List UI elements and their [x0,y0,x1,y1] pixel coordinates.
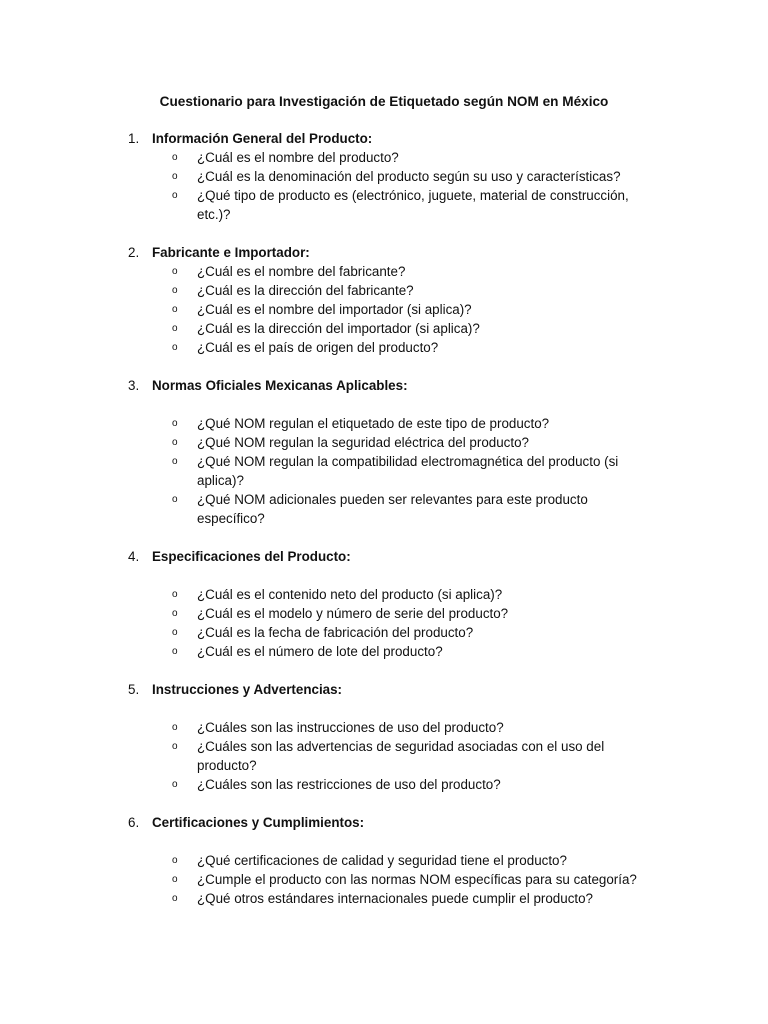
question-item [0,414,652,433]
hollow-bullet-icon: o [172,608,178,619]
question-text: ¿Cuál es la dirección del fabricante? [197,283,414,298]
question-list [0,262,768,357]
section-number: 6. [128,815,140,830]
section-heading [0,129,768,148]
hollow-bullet-icon: o [172,171,178,182]
hollow-bullet-icon: o [172,285,178,296]
question-item [0,889,652,908]
hollow-bullet-icon: o [172,893,178,904]
hollow-bullet-icon: o [172,304,178,315]
question-list [0,148,768,224]
section-heading [0,813,768,832]
question-list [0,585,768,661]
hollow-bullet-icon: o [172,190,178,201]
question-item [0,300,652,319]
hollow-bullet-icon: o [172,722,178,733]
question-item [0,319,652,338]
question-item [0,186,652,224]
question-text: ¿Qué NOM regulan la seguridad eléctrica del producto? [197,435,529,450]
question-text: ¿Cuál es el número de lote del producto? [197,644,443,659]
question-text: ¿Cuáles son las instrucciones de uso del producto? [197,720,504,735]
section-heading [0,243,768,262]
question-item [0,433,652,452]
question-item [0,623,652,642]
question-text: ¿Cuál es la fecha de fabricación del producto? [197,625,474,640]
section-number: 4. [128,549,140,564]
question-text: ¿Qué tipo de producto es (electrónico, juguete, material de construcción, etc.)? [197,188,629,222]
hollow-bullet-icon: o [172,342,178,353]
hollow-bullet-icon: o [172,874,178,885]
section-heading [0,680,768,699]
question-item [0,585,652,604]
hollow-bullet-icon: o [172,627,178,638]
question-text: ¿Cuál es el modelo y número de serie del producto? [197,606,509,621]
question-item [0,737,652,775]
hollow-bullet-icon: o [172,323,178,334]
section-instructions-warnings [0,680,768,794]
hollow-bullet-icon: o [172,437,178,448]
question-text: ¿Cuáles son las advertencias de seguridad asociadas con el uso del producto? [197,739,605,773]
section-title: Fabricante e Importador: [152,245,310,260]
question-item [0,281,652,300]
hollow-bullet-icon: o [172,418,178,429]
section-product-specs [0,547,768,661]
hollow-bullet-icon: o [172,741,178,752]
question-item [0,262,652,281]
section-manufacturer-importer [0,243,768,357]
question-text: ¿Qué certificaciones de calidad y seguridad tiene el producto? [197,853,567,868]
section-number: 2. [128,245,140,260]
question-item [0,604,652,623]
question-list [0,718,768,794]
question-text: ¿Cumple el producto con las normas NOM específicas para su categoría? [197,872,637,887]
hollow-bullet-icon: o [172,855,178,866]
section-applicable-noms [0,376,768,528]
section-certifications [0,813,768,908]
section-number: 5. [128,682,140,697]
question-item [0,870,652,889]
section-title: Instrucciones y Advertencias: [152,682,343,697]
section-number: 1. [128,131,140,146]
question-item [0,718,652,737]
question-text: ¿Cuál es el contenido neto del producto (si aplica)? [197,587,503,602]
question-text: ¿Cuál es el nombre del producto? [197,150,399,165]
question-text: ¿Qué NOM regulan la compatibilidad electromagnética del producto (si aplica)? [197,454,619,488]
section-title: Normas Oficiales Mexicanas Aplicables: [152,378,408,393]
question-item [0,452,652,490]
questionnaire-sections [0,129,768,927]
question-text: ¿Qué NOM adicionales pueden ser relevantes para este producto específico? [197,492,588,526]
hollow-bullet-icon: o [172,779,178,790]
question-item [0,167,652,186]
hollow-bullet-icon: o [172,266,178,277]
question-text: ¿Qué otros estándares internacionales puede cumplir el producto? [197,891,593,906]
question-text: ¿Qué NOM regulan el etiquetado de este tipo de producto? [197,416,550,431]
question-text: ¿Cuál es la denominación del producto según su uso y características? [197,169,621,184]
question-item [0,338,652,357]
question-item [0,148,652,167]
section-title: Información General del Producto: [152,131,373,146]
hollow-bullet-icon: o [172,152,178,163]
section-title: Certificaciones y Cumplimientos: [152,815,365,830]
question-item [0,642,652,661]
section-general-info [0,129,768,224]
section-number: 3. [128,378,140,393]
question-text: ¿Cuál es el nombre del fabricante? [197,264,406,279]
question-item [0,490,652,528]
hollow-bullet-icon: o [172,589,178,600]
question-list [0,414,768,528]
question-text: ¿Cuáles son las restricciones de uso del producto? [197,777,501,792]
hollow-bullet-icon: o [172,456,178,467]
question-item [0,851,652,870]
hollow-bullet-icon: o [172,494,178,505]
question-item [0,775,652,794]
question-list [0,851,768,908]
question-text: ¿Cuál es el nombre del importador (si aplica)? [197,302,472,317]
document-title: Cuestionario para Investigación de Etiquetado según NOM en México [159,94,609,109]
section-heading [0,547,768,566]
question-text: ¿Cuál es el país de origen del producto? [197,340,439,355]
section-title: Especificaciones del Producto: [152,549,351,564]
question-text: ¿Cuál es la dirección del importador (si aplica)? [197,321,480,336]
hollow-bullet-icon: o [172,646,178,657]
section-heading [0,376,768,395]
